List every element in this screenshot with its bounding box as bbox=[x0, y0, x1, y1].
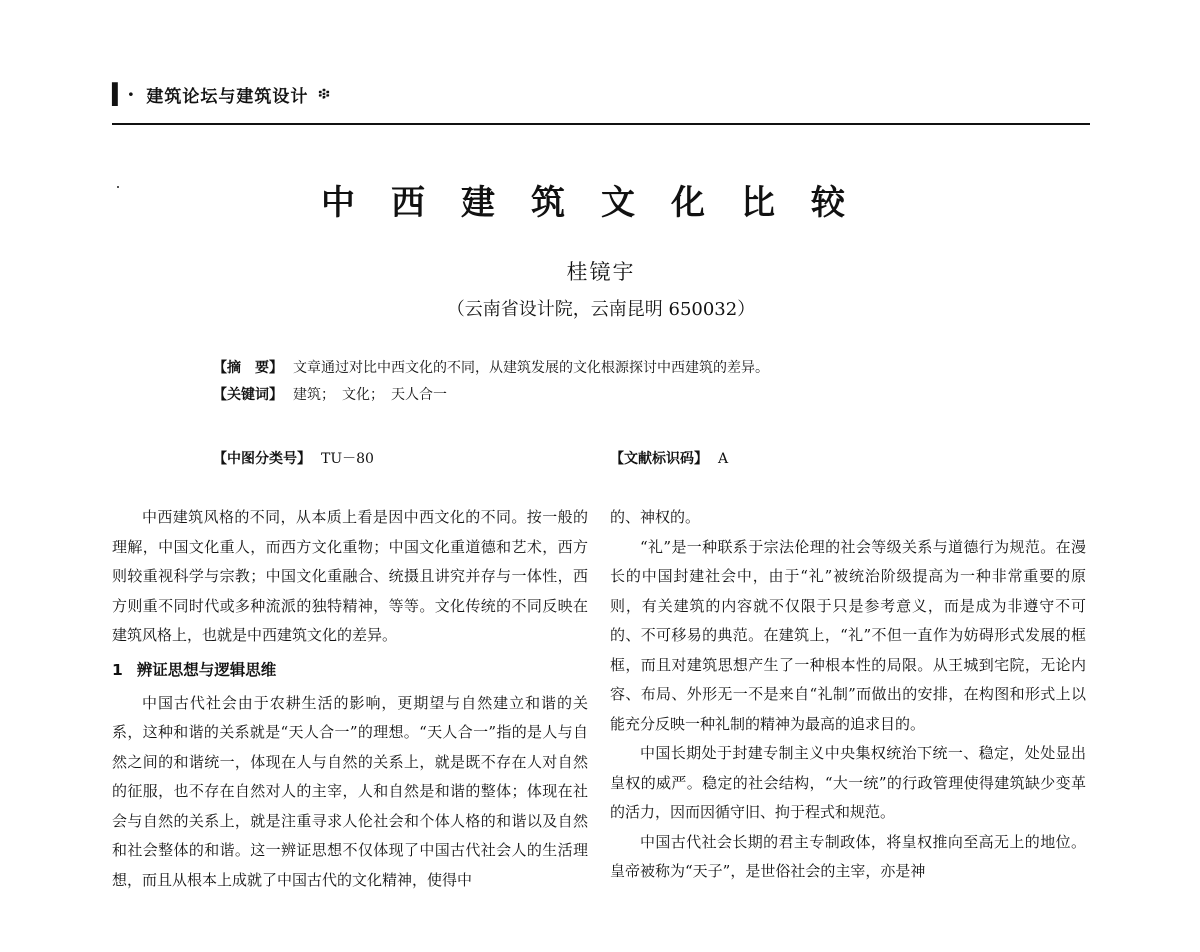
keywords bbox=[213, 382, 447, 408]
body-paragraph: 中国长期处于封建专制主义中央集权统治下统一、稳定，处处显出皇权的威严。稳定的社会结构，“大一统”的行政管理使得建筑缺少变革的活力，因而因循守旧、拘于程式和规范。 bbox=[610, 744, 1086, 821]
article-title: 中西建筑文化比较 bbox=[321, 183, 881, 223]
author-name: 桂镜宇 bbox=[566, 260, 636, 284]
section-paragraph: 中国古代社会由于农耕生活的影响，更期望与自然建立和谐的关系，这种和谐的关系就是“天人合一”的理想。“天人合一”指的是人与自然之间的和谐统一，体现在人与自然的关系上，就是既不存在人对自然的征服，也不存在自然对人的主宰，人和自然是和谐的整体；体现在社会与自然的关系上，就是注重寻求人伦社会和个体人格的和谐以及自然和社会整体的和谐。这一辨证思想不仅体现了中国古代社会人的生活理想，而且从根本上成就了中国古代的文化精神，使得中 bbox=[112, 693, 588, 889]
section-number: 1 bbox=[112, 660, 123, 679]
body-paragraph: “礼”是一种联系于宗法伦理的社会等级关系与道德行为规范。在漫长的中国封建社会中，由于“礼”被统治阶级提高为一种非常重要的原则，有关建筑的内容就不仅限于只是参考意义，而是成为非遵守不可的、不可移易的典范。在建筑上，“礼”不但一直作为妨碍形式发展的框框，而且对建筑思想产生了一种根本性的局限。从王城到宅院，无论内容、布局、外形无一不是来自“礼制”而做出的安排，在构图和形式上以能充分反映一种礼制的精神为最高的追求目的。 bbox=[610, 537, 1086, 733]
abstract bbox=[213, 355, 769, 381]
journal-section-title: 建筑论坛与建筑设计 bbox=[146, 86, 309, 107]
keywords-text: 建筑； 文化； 天人合一 bbox=[293, 387, 447, 403]
continuation-line: 的、神权的。 bbox=[610, 508, 701, 526]
classification-label: 【中图分类号】 bbox=[213, 451, 311, 467]
header-rule bbox=[112, 123, 1090, 125]
section-heading bbox=[112, 655, 588, 685]
classification-value: TU－80 bbox=[321, 451, 374, 467]
document-code-value: A bbox=[718, 451, 729, 467]
author-affiliation: （云南省设计院，云南昆明 650032） bbox=[446, 299, 756, 320]
left-column bbox=[112, 503, 588, 895]
right-column bbox=[610, 503, 1086, 887]
section-title: 辨证思想与逻辑思维 bbox=[136, 660, 277, 679]
intro-paragraph: 中西建筑风格的不同，从本质上看是因中西文化的不同。按一般的理解，中国文化重人，而西方文化重物；中国文化重道德和艺术，西方则较重视科学与宗教；中国文化重融合、统摄且讲究并存与一体性，西方则重不同时代或多种流派的独特精神，等等。文化传统的不同反映在建筑风格上，也就是中西建筑文化的差异。 bbox=[112, 508, 588, 644]
body-paragraph: 中国古代社会长期的君主专制政体，将皇权推向至高无上的地位。皇帝被称为“天子”，是世俗社会的主宰，亦是神 bbox=[610, 832, 1086, 880]
header-mark-icon: ▍· bbox=[112, 82, 135, 106]
abstract-text: 文章通过对比中西文化的不同，从建筑发展的文化根源探讨中西建筑的差异。 bbox=[293, 360, 769, 376]
document-code-label: 【文献标识码】 bbox=[610, 451, 708, 467]
header-ornament-icon: ፨ bbox=[318, 84, 330, 103]
document-code bbox=[610, 446, 728, 472]
keywords-label: 【关键词】 bbox=[213, 387, 283, 403]
abstract-label: 【摘 要】 bbox=[213, 360, 283, 376]
classification bbox=[213, 446, 374, 472]
running-header bbox=[112, 74, 330, 114]
